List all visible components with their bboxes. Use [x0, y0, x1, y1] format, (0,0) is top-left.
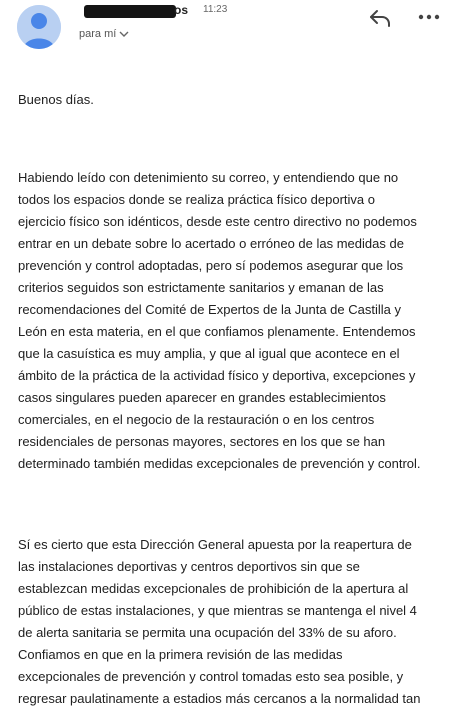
paragraph-line: Sí es cierto que esta Dirección General apuesta por la reapertura de — [18, 537, 412, 552]
email-paragraph-1 — [18, 167, 443, 475]
person-avatar-icon — [17, 5, 61, 49]
paragraph-line: ejercicio físico son idénticos, desde este centro directivo no podemos — [18, 214, 417, 229]
paragraph-line: determinado también medidas excepcionales de prevención y control. — [18, 456, 421, 471]
sender-avatar[interactable] — [17, 5, 61, 49]
paragraph-line: de alerta sanitaria se permita una ocupación del 33% de su aforo. — [18, 625, 397, 640]
paragraph-line: prevención y control adoptadas, pero sí podemos asegurar que los — [18, 258, 404, 273]
email-paragraph-2 — [18, 534, 443, 710]
paragraph-line: Confiamos en que en la primera revisión de las medidas — [18, 647, 343, 662]
paragraph-line: León en esta materia, en el que confiamos plenamente. Entendemos — [18, 324, 416, 339]
sender-name: os — [174, 3, 189, 17]
paragraph-line: casos singulares pueden aparecer en grandes establecimientos — [18, 390, 386, 405]
paragraph-line: entrar en un debate sobre lo acertado o erróneo de las medidas de — [18, 236, 404, 251]
paragraph-line: las instalaciones deportivas y centros deportivos sin que se — [18, 559, 360, 574]
chevron-down-icon — [119, 30, 129, 38]
paragraph-line: residenciales de personas mayores, sectores en los que se han — [18, 434, 386, 449]
email-greeting: Buenos días. — [18, 92, 94, 107]
reply-button[interactable] — [368, 8, 392, 28]
paragraph-line: ámbito de la práctica de la actividad físico y deportiva, excepciones y — [18, 368, 416, 383]
more-options-button[interactable] — [418, 10, 440, 24]
paragraph-line: excepcionales de prevención y control tomadas esto sea posible, y — [18, 669, 404, 684]
recipient-toggle[interactable] — [79, 28, 129, 40]
paragraph-line: establezcan medidas excepcionales de prohibición de la apertura al — [18, 581, 409, 596]
paragraph-line: todos los espacios donde se realiza práctica físico deportiva o — [18, 192, 375, 207]
more-horizontal-icon — [418, 10, 440, 24]
paragraph-line: recomendaciones del Comité de Expertos de la Junta de Castilla y — [18, 302, 401, 317]
sender-name-redaction — [84, 5, 176, 18]
reply-arrow-icon — [368, 8, 392, 28]
email-header — [0, 0, 460, 60]
paragraph-line: que la casuística es muy amplia, y que al igual que acontece en el — [18, 346, 400, 361]
message-time: 11:23 — [203, 4, 228, 15]
paragraph-line: regresar paulatinamente a estadios más cercanos a la normalidad tan — [18, 691, 421, 706]
recipient-label: para mí — [79, 28, 117, 40]
paragraph-line: público de estas instalaciones, y que mientras se mantenga el nivel 4 — [18, 603, 417, 618]
paragraph-line: Habiendo leído con detenimiento su correo, y entendiendo que no — [18, 170, 399, 185]
paragraph-line: criterios seguidos son estrictamente sanitarios y emanan de las — [18, 280, 384, 295]
paragraph-line: comerciales, en el negocio de la restauración o en los centros — [18, 412, 375, 427]
